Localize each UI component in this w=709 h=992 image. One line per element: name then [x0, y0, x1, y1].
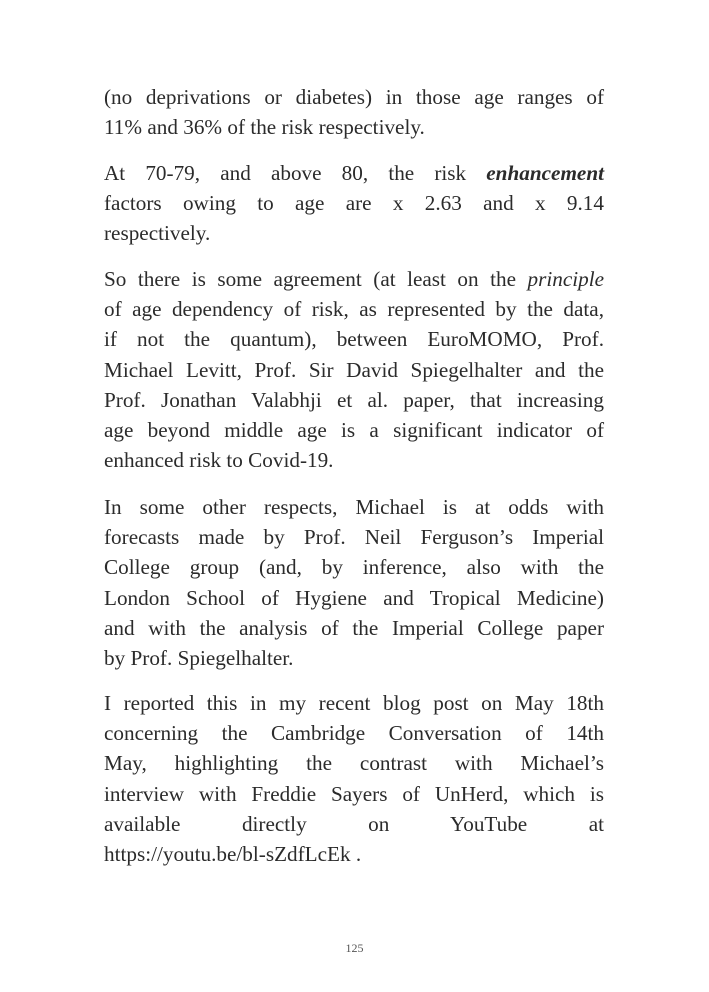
text-line [104, 158, 604, 188]
text-line: of age dependency of risk, as represented by the data, [104, 297, 604, 322]
text-line: May, highlighting the contrast with Michael’s [104, 751, 604, 776]
text-line: factors owing to age are x 2.63 and x 9.14 [104, 191, 604, 216]
text-line [104, 264, 604, 294]
text-fragment: So there is some agreement (at least on the [104, 267, 528, 291]
text-line: by Prof. Spiegelhalter. [104, 646, 294, 671]
text-fragment: At 70-79, and above 80, the risk [104, 161, 487, 185]
text-line: https://youtu.be/bl-sZdfLcEk . [104, 842, 362, 867]
text-line: interview with Freddie Sayers of UnHerd, which is [104, 781, 604, 806]
emphasis-bold-italic: enhancement [486, 161, 604, 185]
text-line: Prof. Jonathan Valabhji et al. paper, that increasing [104, 387, 604, 412]
text-line: 11% and 36% of the risk respectively. [104, 115, 425, 140]
text-line: age beyond middle age is a significant indicator of [104, 418, 604, 443]
text-line: enhanced risk to Covid-19. [104, 448, 334, 473]
text-line: London School of Hygiene and Tropical Medicine) [104, 585, 604, 610]
text-line: I reported this in my recent blog post on May 18th [104, 691, 604, 715]
text-line: forecasts made by Prof. Neil Ferguson’s Imperial [104, 525, 604, 550]
text-line: College group (and, by inference, also with the [104, 555, 604, 580]
text-line: and with the analysis of the Imperial College paper [104, 615, 604, 640]
text-line: (no deprivations or diabetes) in those age ranges of [104, 85, 604, 109]
page-number: 125 [345, 941, 364, 955]
paragraph-2 [104, 158, 604, 249]
paragraph-1 [104, 82, 604, 142]
text-line: In some other respects, Michael is at odds with [104, 495, 604, 519]
paragraph-3 [104, 264, 604, 475]
text-line: respectively. [104, 221, 211, 246]
paragraph-4 [104, 492, 604, 673]
text-line: available directly on YouTube at [104, 811, 604, 836]
paragraph-5 [104, 688, 604, 869]
text-line: Michael Levitt, Prof. Sir David Spiegelhalter and the [104, 357, 604, 382]
emphasis-italic: principle [527, 267, 604, 291]
text-line: if not the quantum), between EuroMOMO, Prof. [104, 327, 604, 352]
text-line: concerning the Cambridge Conversation of 14th [104, 721, 604, 746]
